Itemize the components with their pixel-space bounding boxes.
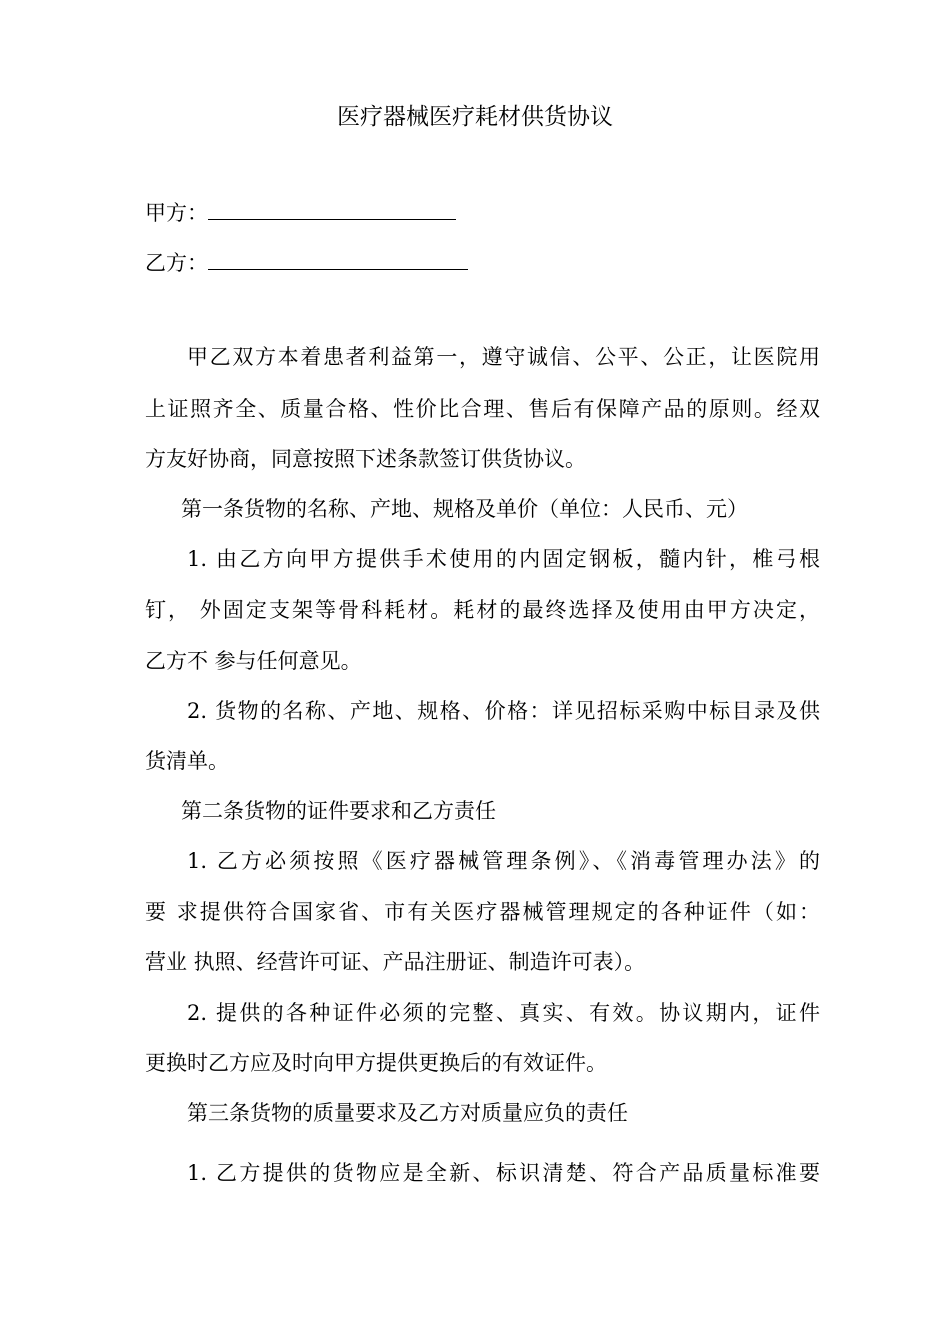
article1-item2-line: 货清单。: [145, 749, 229, 773]
article1-item1-line: 钉， 外固定支架等骨科耗材。耗材的最终选择及使用由甲方决定，: [145, 598, 820, 622]
article2-heading: 第二条货物的证件要求和乙方责任: [181, 799, 496, 823]
party-b-blank: [208, 249, 468, 270]
article2-item2-line: 更换时乙方应及时向甲方提供更换后的有效证件。: [145, 1051, 607, 1075]
intro-line: 甲乙双方本着患者利益第一，遵守诚信、公平、公正，让医院用: [187, 345, 820, 369]
document-title: 医疗器械医疗耗材供货协议: [337, 104, 613, 130]
article3-item1-line: 1. 乙方提供的货物应是全新、标识清楚、符合产品质量标准要: [187, 1161, 820, 1185]
article2-item1-line: 1. 乙方必须按照《医疗器械管理条例》、《消毒管理办法》的: [187, 849, 820, 873]
article2-item1-line: 要 求提供符合国家省、市有关医疗器械管理规定的各种证件（如：: [145, 900, 820, 924]
party-b-line: [145, 248, 820, 278]
party-a-blank: [208, 199, 456, 220]
party-b-label: 乙方：: [145, 251, 208, 275]
article2-item2-line: 2. 提供的各种证件必须的完整、真实、有效。协议期内，证件: [187, 1001, 820, 1025]
article2-item1-line: 营业 执照、经营许可证、产品注册证、制造许可表）。: [145, 950, 646, 974]
article1-item2-line: 2. 货物的名称、产地、规格、价格：详见招标采购中标目录及供: [187, 699, 820, 723]
party-a-line: [145, 198, 820, 228]
intro-line: 方友好协商，同意按照下述条款签订供货协议。: [145, 447, 586, 471]
article1-item1-line: 乙方不 参与任何意见。: [145, 649, 362, 673]
article1-heading: 第一条货物的名称、产地、规格及单价（单位：人民币、元）: [181, 497, 748, 521]
article1-item1-line: 1. 由乙方向甲方提供手术使用的内固定钢板，髓内针，椎弓根: [187, 547, 820, 571]
party-a-label: 甲方：: [145, 201, 208, 225]
article3-heading: 第三条货物的质量要求及乙方对质量应负的责任: [187, 1101, 628, 1125]
intro-line: 上证照齐全、质量合格、性价比合理、售后有保障产品的原则。经双: [145, 397, 820, 421]
